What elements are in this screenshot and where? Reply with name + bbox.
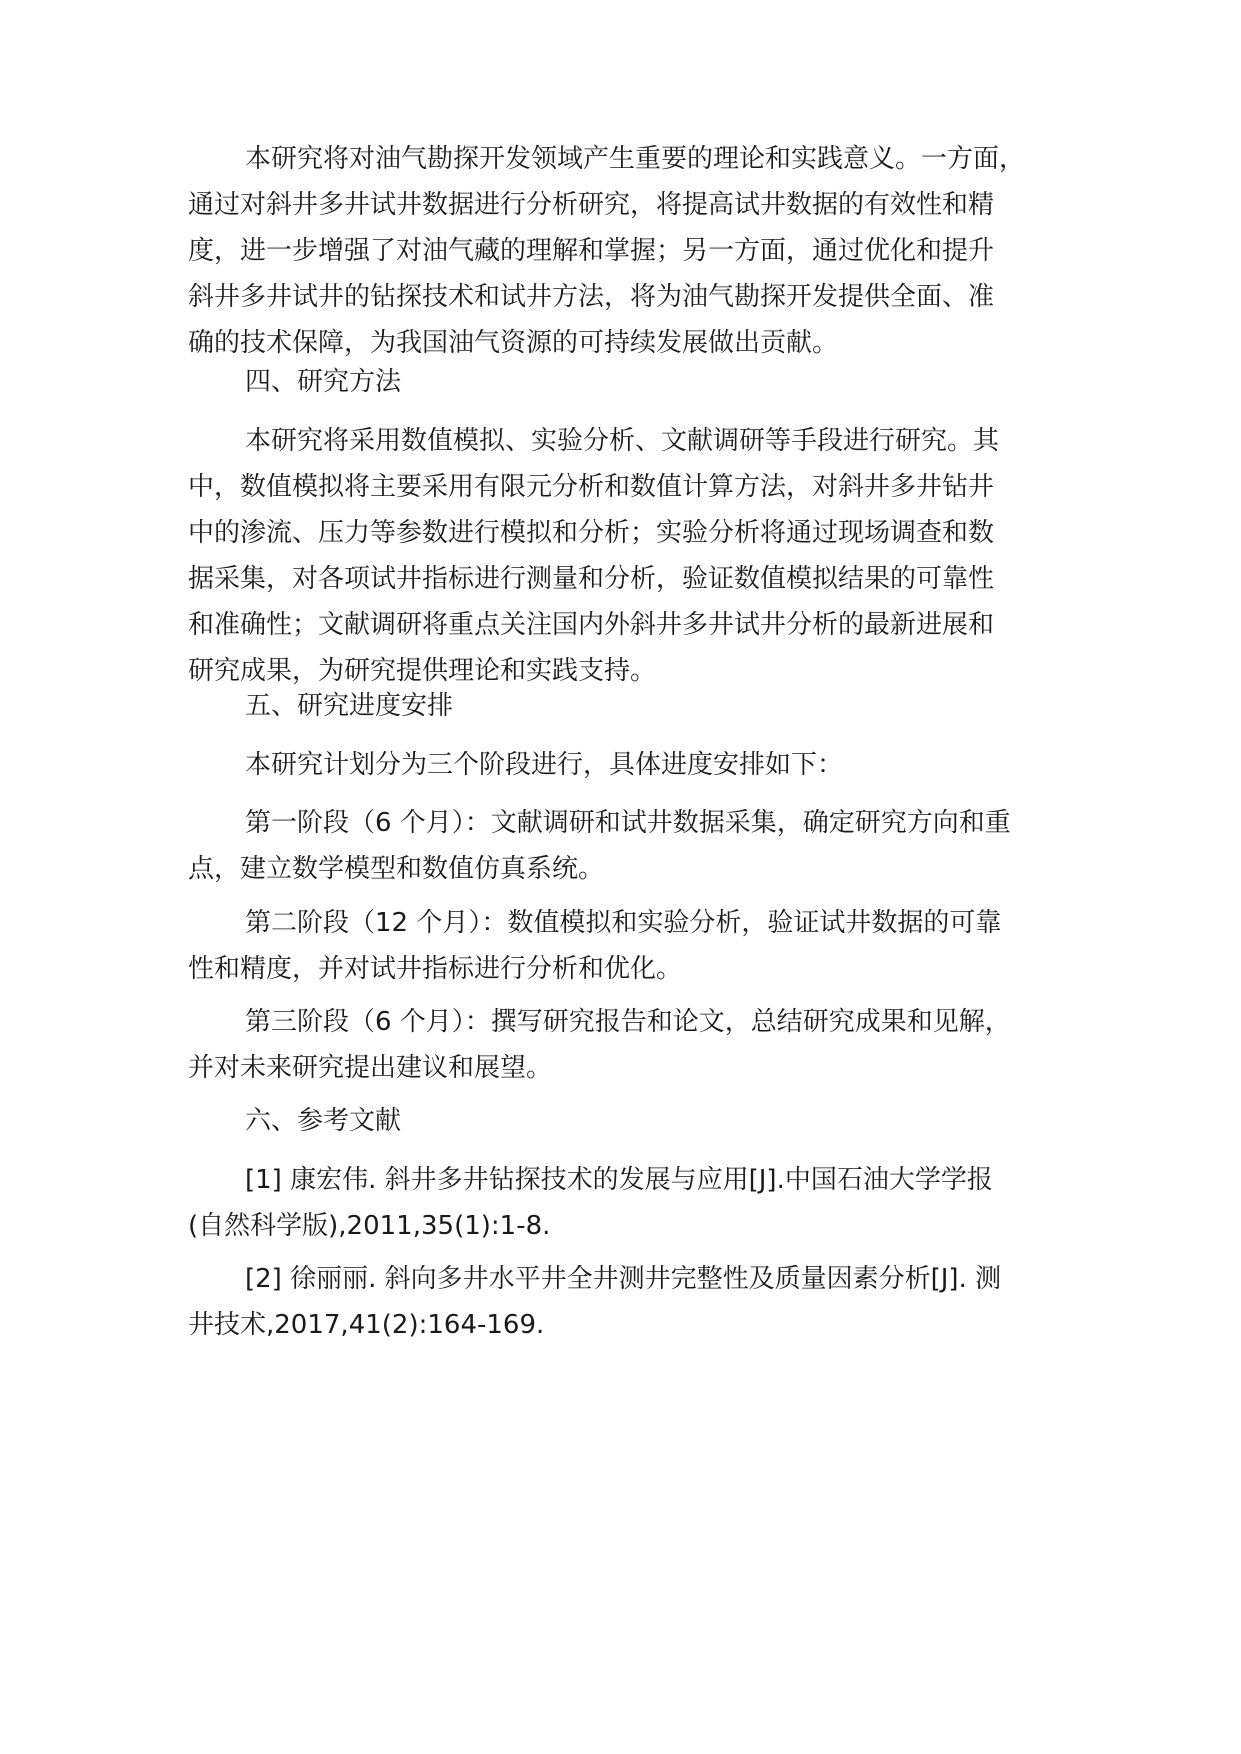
text-line: [1] 康宏伟. 斜井多井钻探技术的发展与应用[J].中国石油大学学报 — [245, 1165, 993, 1195]
paragraph-phase-3 — [188, 999, 1048, 1091]
text-line: 研究成果，为研究提供理论和实践支持。 — [188, 656, 657, 686]
text-line: 度，进一步增强了对油气藏的理解和掌握；另一方面，通过优化和提升 — [188, 236, 995, 266]
text-line: 确的技术保障，为我国油气资源的可持续发展做出贡献。 — [188, 328, 839, 358]
reference-1 — [188, 1157, 1048, 1249]
text-line: 中，数值模拟将主要采用有限元分析和数值计算方法，对斜井多井钻井 — [188, 472, 995, 502]
text-line: 据采集，对各项试井指标进行测量和分析，验证数值模拟结果的可靠性 — [188, 564, 995, 594]
text-line: 第二阶段（12 个月）：数值模拟和实验分析，验证试井数据的可靠 — [245, 908, 1002, 938]
paragraph-phase-1 — [188, 800, 1048, 892]
paragraph-phase-2 — [188, 900, 1048, 992]
text-line: 并对未来研究提出建议和展望。 — [188, 1053, 553, 1083]
reference-2 — [188, 1256, 1048, 1348]
text-line: 第三阶段（6 个月）：撰写研究报告和论文，总结研究成果和见解， — [245, 1007, 1011, 1037]
paragraph-schedule-intro — [188, 742, 1048, 788]
section-heading-methods — [188, 359, 1048, 405]
text-line: 本研究计划分为三个阶段进行，具体进度安排如下： — [245, 750, 844, 780]
text-line: 点，建立数学模型和数值仿真系统。 — [188, 854, 605, 884]
text-line: 和准确性；文献调研将重点关注国内外斜井多井试井分析的最新进展和 — [188, 610, 995, 640]
text-line: 性和精度，并对试井指标进行分析和优化。 — [188, 954, 683, 984]
text-line: 本研究将对油气勘探开发领域产生重要的理论和实践意义。一方面， — [245, 144, 1026, 174]
text-line: (自然科学版),2011,35(1):1-8. — [188, 1211, 551, 1241]
text-line: [2] 徐丽丽. 斜向多井水平井全井测井完整性及质量因素分析[J]. 测 — [245, 1264, 1002, 1294]
text-line: 第一阶段（6 个月）：文献调研和试井数据采集，确定研究方向和重 — [245, 808, 1011, 838]
heading-text: 六、参考文献 — [245, 1106, 402, 1136]
text-line: 本研究将采用数值模拟、实验分析、文献调研等手段进行研究。其 — [245, 426, 1000, 456]
heading-text: 四、研究方法 — [245, 367, 402, 397]
text-line: 斜井多井试井的钻探技术和试井方法，将为油气勘探开发提供全面、准 — [188, 282, 995, 312]
text-line: 通过对斜井多井试井数据进行分析研究，将提高试井数据的有效性和精 — [188, 190, 995, 220]
paragraph-methods — [188, 418, 1048, 694]
section-heading-schedule — [188, 683, 1048, 729]
heading-text: 五、研究进度安排 — [245, 691, 454, 721]
section-heading-references — [188, 1098, 1048, 1144]
paragraph-significance — [188, 136, 1048, 366]
text-line: 中的渗流、压力等参数进行模拟和分析；实验分析将通过现场调查和数 — [188, 518, 995, 548]
text-line: 井技术,2017,41(2):164-169. — [188, 1310, 545, 1340]
